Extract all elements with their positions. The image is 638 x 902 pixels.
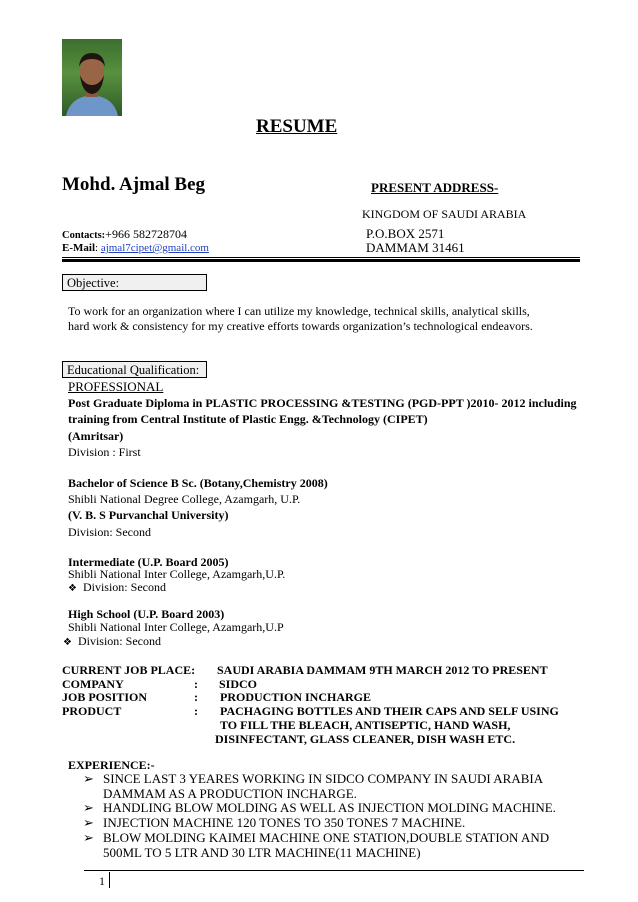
objective-line-2: hard work & consistency for my creative efforts towards organization’s technological endeavors. (68, 319, 533, 333)
pg-diploma-line-1: Post Graduate Diploma in PLASTIC PROCESSING &TESTING (PGD-PPT )2010- 2012 including (68, 396, 577, 410)
experience-arrow-icon: ➢ (83, 800, 94, 815)
position-label: JOB POSITION (62, 690, 148, 704)
present-address-heading: PRESENT ADDRESS- (371, 180, 499, 195)
company-label: COMPANY (62, 677, 124, 691)
job-place-value: SAUDI ARABIA DAMMAM 9TH MARCH 2012 TO PRESENT (217, 663, 548, 677)
diamond-bullet-icon: ❖ (63, 637, 72, 648)
bsc-college: Shibli National Degree College, Azamgarh, U.P. (68, 492, 301, 506)
header-rule-thin (62, 257, 580, 258)
page-number: 1 (99, 874, 105, 888)
highschool-title: High School (U.P. Board 2003) (68, 607, 225, 621)
profile-photo (62, 39, 122, 116)
experience-heading: EXPERIENCE:- (68, 758, 155, 772)
experience-item-1-line-1: SINCE LAST 3 YEARES WORKING IN SIDCO COMPANY IN SAUDI ARABIA (103, 771, 544, 786)
intermediate-college: Shibli National Inter College, Azamgarh,U.P. (68, 567, 286, 581)
company-colon: : (194, 677, 198, 691)
product-colon: : (194, 704, 198, 718)
objective-line-1: To work for an organization where I can utilize my knowledge, technical skills, analytical skills, (68, 304, 530, 318)
product-line-1: PACHAGING BOTTLES AND THEIR CAPS AND SELF USING (220, 704, 559, 718)
experience-arrow-icon: ➢ (83, 830, 94, 845)
contact-email (62, 242, 209, 254)
objective-heading: Objective: (62, 274, 207, 291)
intermediate-title: Intermediate (U.P. Board 2005) (68, 555, 229, 569)
intermediate-division-row (68, 580, 166, 595)
pg-division: Division : First (68, 445, 141, 459)
address-line-1: KINGDOM OF SAUDI ARABIA (362, 207, 527, 221)
experience-item-3: INJECTION MACHINE 120 TONES TO 350 TONES 7 MACHINE. (103, 815, 466, 830)
email-separator: : (95, 242, 101, 254)
bsc-title: Bachelor of Science B Sc. (Botany,Chemistry 2008) (68, 476, 328, 490)
experience-item-4-line-2: 500ML TO 5 LTR AND 30 LTR MACHINE(11 MACHINE) (103, 845, 421, 860)
footer-divider (109, 872, 110, 888)
position-colon: : (194, 690, 198, 704)
contact-phone (62, 227, 187, 242)
education-heading: Educational Qualification: (62, 361, 207, 378)
header-rule-thick (62, 259, 580, 262)
bsc-division: Division: Second (68, 525, 151, 539)
product-line-2: TO FILL THE BLEACH, ANTISEPTIC, HAND WASH, (220, 718, 511, 732)
job-place-label: CURRENT JOB PLACE: (62, 663, 196, 677)
pg-diploma-line-3: (Amritsar) (68, 429, 124, 443)
phone-number: +966 582728704 (105, 227, 187, 241)
footer-rule (84, 870, 584, 871)
address-line-2: P.O.BOX 2571 (366, 226, 445, 241)
person-portrait-icon (62, 39, 122, 116)
address-line-3: DAMMAM 31461 (366, 240, 465, 255)
product-label: PRODUCT (62, 704, 122, 718)
company-value: SIDCO (219, 677, 258, 691)
bsc-university: (V. B. S Purvanchal University) (68, 508, 229, 522)
phone-label: Contacts: (62, 230, 106, 241)
position-value: PRODUCTION INCHARGE (220, 690, 372, 704)
experience-arrow-icon: ➢ (83, 771, 94, 786)
candidate-name: Mohd. Ajmal Beg (62, 174, 206, 195)
intermediate-division: Division: Second (82, 580, 166, 594)
experience-item-2: HANDLING BLOW MOLDING AS WELL AS INJECTION MOLDING MACHINE. (103, 800, 556, 815)
highschool-division: Division: Second (77, 634, 161, 648)
experience-arrow-icon: ➢ (83, 815, 94, 830)
pg-diploma-line-2: training from Central Institute of Plastic Engg. &Technology (CIPET) (68, 412, 428, 426)
product-line-3: DISINFECTANT, GLASS CLEANER, DISH WASH ETC. (215, 732, 516, 746)
email-link[interactable]: ajmal7cipet@gmail.com (100, 242, 209, 254)
professional-label: PROFESSIONAL (68, 379, 164, 394)
experience-item-1-line-2: DAMMAM AS A PRODUCTION INCHARGE. (103, 786, 357, 801)
resume-title: RESUME (256, 116, 338, 137)
diamond-bullet-icon: ❖ (68, 583, 77, 594)
email-label: E-Mail (62, 242, 95, 254)
highschool-division-row (63, 634, 161, 649)
highschool-college: Shibli National Inter College, Azamgarh,U.P (68, 620, 284, 634)
experience-item-4-line-1: BLOW MOLDING KAIMEI MACHINE ONE STATION,DOUBLE STATION AND (103, 830, 550, 845)
